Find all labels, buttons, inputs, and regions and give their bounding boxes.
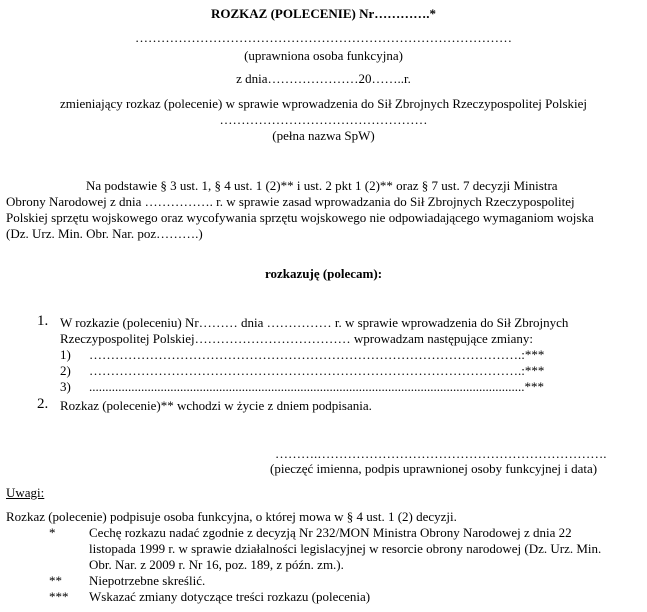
basis-line-3: Polskiej sprzętu wojskowego oraz wycofywania sprzętu wojskowego nie odpowiadającego wymaganiom wojska: [6, 210, 594, 225]
note-1-line-2: listopada 1999 r. w sprawie działalności legislacyjnej w resorcie obrony narodowej (Dz. Urz. Min.: [89, 541, 602, 556]
issuer-label: (uprawniona osoba funkcyjna): [244, 48, 403, 63]
signature-label: (pieczęć imienna, podpis uprawnionej osoby funkcyjnej i data): [270, 461, 598, 476]
date-line: z dnia…………………20……..r.: [236, 71, 411, 86]
note-3-text: Wskazać zmiany dotyczące treści rozkazu (polecenia): [89, 589, 371, 604]
note-1-mark: *: [49, 525, 56, 540]
notes-intro: Rozkaz (polecenie) podpisuje osoba funkcyjna, o której mowa w § 4 ust. 1 (2) decyzji.: [6, 509, 457, 524]
item-2-number: 2.: [37, 396, 49, 412]
subitem-2-text: ……………………………………………………………………………………….:***: [89, 363, 545, 378]
notes-heading: Uwagi:: [6, 485, 45, 500]
subitem-3-number: 3): [60, 379, 71, 394]
subitem-1-number: 1): [60, 347, 71, 362]
note-1-line-1: Cechę rozkazu nadać zgodnie z decyzją Nr 232/MON Ministra Obrony Narodowej z dnia 22: [89, 525, 572, 540]
basis-line-2: Obrony Narodowej z dnia ……………. r. w sprawie zasad wprowadzania do Sił Zbrojnych Rzeczypospolitej: [6, 194, 575, 209]
signature-dots: ……….………………………………………………………….: [275, 446, 607, 461]
subitem-2-number: 2): [60, 363, 71, 378]
item-1-line-1: W rozkazie (poleceniu) Nr……… dnia …………… r. w sprawie wprowadzenia do Sił Zbrojnych: [60, 315, 569, 330]
spw-label: (pełna nazwa SpW): [272, 128, 375, 143]
spw-dots: …………………………………………: [219, 112, 428, 127]
item-1-line-2: Rzeczypospolitej Polskiej……………………………… wprowadzam następujące zmiany:: [60, 331, 533, 346]
document-title: ROZKAZ (POLECENIE) Nr………….*: [211, 6, 436, 21]
issuer-dots: ……………………………………………………………………………: [135, 30, 512, 45]
order-heading: rozkazuję (polecam):: [264, 266, 383, 281]
item-2-text: Rozkaz (polecenie)** wchodzi w życie z dniem podpisania.: [60, 398, 372, 413]
note-1-line-3: Obr. Nar. z 2009 r. Nr 16, poz. 189, z późn. zm.).: [89, 557, 344, 572]
note-2-text: Niepotrzebne skreślić.: [89, 573, 206, 588]
subject-line: zmieniający rozkaz (polecenie) w sprawie wprowadzenia do Sił Zbrojnych Rzeczypospolitej Polskiej: [59, 96, 588, 111]
basis-line-1: Na podstawie § 3 ust. 1, § 4 ust. 1 (2)** i ust. 2 pkt 1 (2)** oraz § 7 ust. 7 decyzji Ministra: [86, 178, 558, 193]
subitem-1-text: ……………………………………………………………………………………….:***: [89, 347, 545, 362]
item-1-number: 1.: [37, 313, 49, 329]
subitem-3-text: ......................................................................................................................................***: [89, 379, 544, 394]
basis-line-4: (Dz. Urz. Min. Obr. Nar. poz……….): [6, 226, 203, 241]
note-2-mark: **: [49, 573, 62, 588]
note-3-mark: ***: [49, 589, 69, 604]
